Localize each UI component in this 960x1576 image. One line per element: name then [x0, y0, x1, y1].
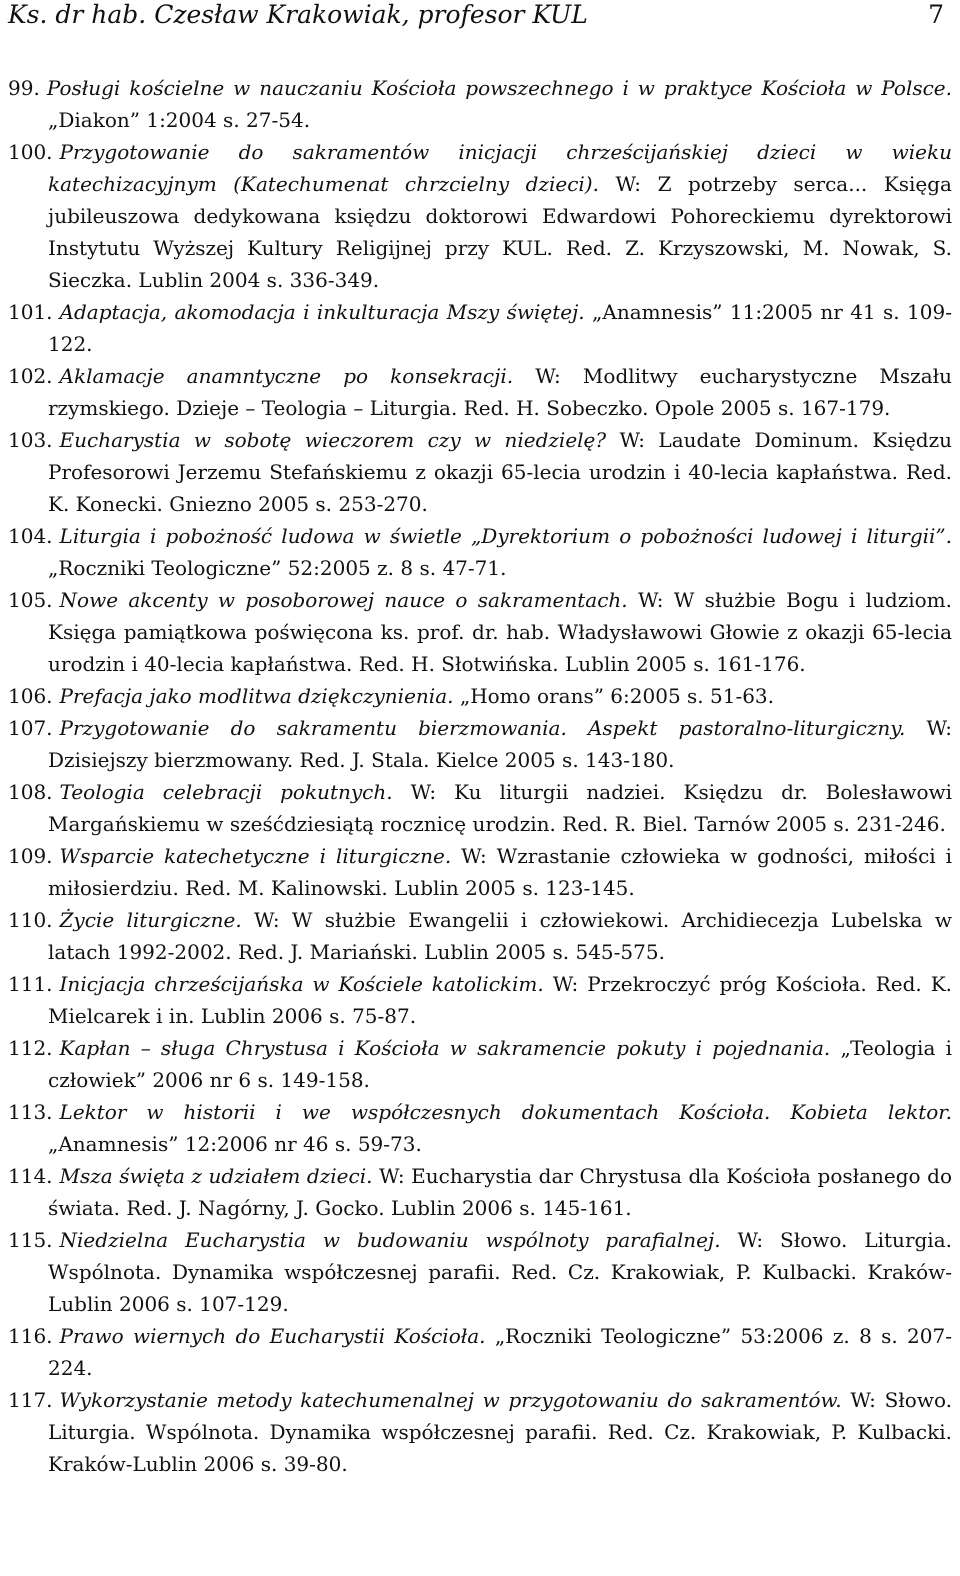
entry-title: Wykorzystanie metody katechumenalnej w przygotowaniu do sakramentów. [59, 1388, 842, 1412]
entry-details: W: Z potrzeby serca... Księga jubileuszowa dedykowana księdzu doktorowi Edwardowi Pohoreckiemu dyrektorowi Instytutu Wyższej Kultury Religijnej przy KUL. Red. Z. Krzyszowski, M. Nowak, S. Sieczka. Lublin 2004 s. 336-349. [48, 172, 952, 292]
entry-details: „Roczniki Teologiczne” 52:2005 z. 8 s. 47-71. [48, 556, 507, 580]
entry-number: 101. [8, 300, 53, 324]
entry-number: 117. [8, 1388, 53, 1412]
bibliography-entry [8, 1032, 952, 1096]
bibliography-entry [8, 712, 952, 776]
bibliography-entry [8, 840, 952, 904]
entry-number: 114. [8, 1164, 53, 1188]
entry-number: 104. [8, 524, 53, 548]
bibliography-entry [8, 1384, 952, 1480]
entry-title: Niedzielna Eucharystia w budowaniu wspólnoty parafialnej. [59, 1228, 721, 1252]
entry-title: Posługi kościelne w nauczaniu Kościoła powszechnego i w praktyce Kościoła w Polsce. [46, 76, 952, 100]
entry-title: Prawo wiernych do Eucharystii Kościoła. [59, 1324, 486, 1348]
entry-number: 112. [8, 1036, 53, 1060]
running-header [8, 0, 952, 34]
entry-title: Eucharystia w sobotę wieczorem czy w niedzielę? [59, 428, 607, 452]
entry-title: Msza święta z udziałem dzieci. [59, 1164, 373, 1188]
entry-details: „Teologia i człowiek” 2006 nr 6 s. 149-158. [48, 1036, 952, 1092]
entry-details: W: Przekroczyć próg Kościoła. Red. K. Mielcarek i in. Lublin 2006 s. 75-87. [48, 972, 952, 1028]
entry-details: „Diakon” 1:2004 s. 27-54. [48, 108, 311, 132]
entry-number: 102. [8, 364, 53, 388]
bibliography-entry [8, 680, 952, 712]
entry-number: 105. [8, 588, 53, 612]
bibliography-entry [8, 1320, 952, 1384]
entry-details: W: Wzrastanie człowieka w godności, miłości i miłosierdziu. Red. M. Kalinowski. Lublin 2005 s. 123-145. [48, 844, 953, 900]
entry-title: Inicjacja chrześcijańska w Kościele katolickim. [59, 972, 544, 996]
bibliography-entry [8, 1224, 952, 1320]
entry-number: 100. [8, 140, 53, 164]
bibliography-entry [8, 360, 952, 424]
bibliography-entry [8, 776, 952, 840]
entry-title: Prefacja jako modlitwa dziękczynienia. [59, 684, 454, 708]
bibliography-entry [8, 136, 952, 296]
entry-number: 106. [8, 684, 53, 708]
entry-details: „Anamnesis” 11:2005 nr 41 s. 109-122. [48, 300, 952, 356]
entry-details: W: Słowo. Liturgia. Wspólnota. Dynamika współczesnej parafii. Red. Cz. Krakowiak, P. Kulbacki. Kraków-Lublin 2006 s. 39-80. [48, 1388, 952, 1476]
bibliography-entry [8, 72, 952, 136]
entry-number: 115. [8, 1228, 53, 1252]
entry-details: W: Eucharystia dar Chrystusa dla Kościoła posłanego do świata. Red. J. Nagórny, J. Gocko. Lublin 2006 s. 145-161. [48, 1164, 952, 1220]
running-title: Ks. dr hab. Czesław Krakowiak, profesor KUL [8, 0, 588, 29]
bibliography-entry [8, 968, 952, 1032]
bibliography-entry [8, 1160, 952, 1224]
bibliography-entry [8, 904, 952, 968]
entry-number: 108. [8, 780, 53, 804]
bibliography-entry [8, 424, 952, 520]
entry-details: W: W służbie Bogu i ludziom. Księga pamiątkowa poświęcona ks. prof. dr. hab. Władysławowi Głowie z okazji 65-lecia urodzin i 40-lecia kapłaństwa. Red. H. Słotwińska. Lublin 2005 s. 161-176. [48, 588, 952, 676]
entry-number: 107. [8, 716, 53, 740]
entry-title: Życie liturgiczne. [59, 908, 242, 932]
entry-number: 116. [8, 1324, 53, 1348]
entry-number: 109. [8, 844, 53, 868]
entry-title: Przygotowanie do sakramentów inicjacji chrześcijańskiej dzieci w wieku katechizacyjnym (Katechumenat chrzcielny dzieci). [48, 140, 952, 196]
entry-details: W: Słowo. Liturgia. Wspólnota. Dynamika współczesnej parafii. Red. Cz. Krakowiak, P. Kulbacki. Kraków-Lublin 2006 s. 107-129. [48, 1228, 952, 1316]
entry-title: Lektor w historii i we współczesnych dokumentach Kościoła. Kobieta lektor. [59, 1100, 952, 1124]
entry-number: 111. [8, 972, 53, 996]
bibliography-entry [8, 1096, 952, 1160]
entry-details: „Homo orans” 6:2005 s. 51-63. [453, 684, 775, 708]
bibliography-entry [8, 520, 952, 584]
entry-number: 113. [8, 1100, 53, 1124]
entry-number: 110. [8, 908, 53, 932]
bibliography-list [8, 72, 952, 1480]
entry-details: W: W służbie Ewangelii i człowiekowi. Archidiecezja Lubelska w latach 1992-2002. Red. J. Mariański. Lublin 2005 s. 545-575. [48, 908, 952, 964]
entry-details: „Roczniki Teologiczne” 53:2006 z. 8 s. 207-224. [48, 1324, 952, 1380]
entry-number: 99. [8, 76, 40, 100]
entry-title: Kapłan – sługa Chrystusa i Kościoła w sakramencie pokuty i pojednania. [59, 1036, 831, 1060]
entry-title: Adaptacja, akomodacja i inkulturacja Mszy świętej. [59, 300, 585, 324]
entry-details: W: Ku liturgii nadziei. Księdzu dr. Bolesławowi Margańskiemu w sześćdziesiątą rocznicę urodzin. Red. R. Biel. Tarnów 2005 s. 231-246. [48, 780, 952, 836]
bibliography-entry [8, 296, 952, 360]
entry-details: W: Modlitwy eucharystyczne Mszału rzymskiego. Dzieje – Teologia – Liturgia. Red. H. Sobeczko. Opole 2005 s. 167-179. [48, 364, 952, 420]
entry-details: W: Dzisiejszy bierzmowany. Red. J. Stala. Kielce 2005 s. 143-180. [48, 716, 952, 772]
entry-details: „Anamnesis” 12:2006 nr 46 s. 59-73. [48, 1132, 422, 1156]
page-number: 7 [928, 0, 944, 29]
bibliography-entry [8, 584, 952, 680]
entry-title: Przygotowanie do sakramentu bierzmowania. Aspekt pastoralno-liturgiczny. [59, 716, 906, 740]
entry-title: Liturgia i pobożność ludowa w świetle „Dyrektorium o pobożności ludowej i liturgii”. [59, 524, 952, 548]
entry-number: 103. [8, 428, 53, 452]
entry-title: Teologia celebracji pokutnych. [59, 780, 393, 804]
entry-title: Nowe akcenty w posoborowej nauce o sakramentach. [59, 588, 628, 612]
entry-details: W: Laudate Dominum. Księdzu Profesorowi Jerzemu Stefańskiemu z okazji 65-lecia urodzin i 40-lecia kapłaństwa. Red. K. Konecki. Gniezno 2005 s. 253-270. [48, 428, 953, 516]
entry-title: Wsparcie katechetyczne i liturgiczne. [59, 844, 452, 868]
entry-title: Aklamacje anamntyczne po konsekracji. [59, 364, 514, 388]
